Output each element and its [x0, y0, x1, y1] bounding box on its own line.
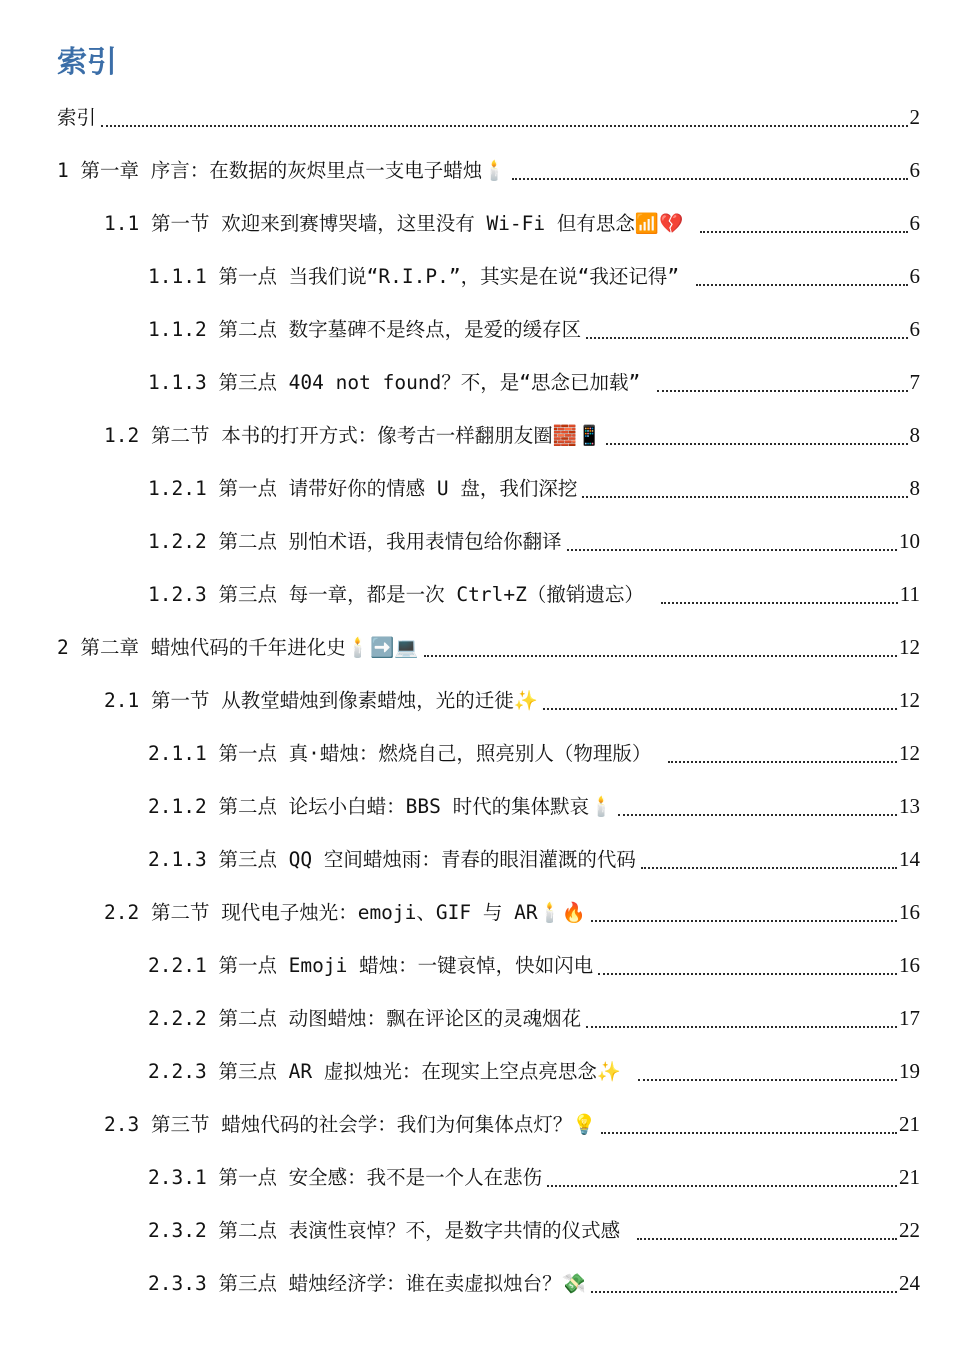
- toc-page-number: 21: [899, 1112, 920, 1136]
- toc-page-number: 6: [909, 158, 920, 182]
- toc-entry[interactable]: [57, 210, 920, 263]
- toc-page-number: 7: [909, 370, 920, 394]
- dot-leader: [637, 1217, 897, 1240]
- toc-entry-title: 2.2.3 第三点 AR 虚拟烛光：在现实上空点亮思念✨: [148, 1060, 633, 1083]
- toc-page-number: 16: [899, 953, 920, 977]
- toc-page-number: 10: [899, 529, 920, 553]
- toc-entry-title: 1.1.1 第一点 当我们说“R.I.P.”，其实是在说“我还记得”: [148, 265, 691, 288]
- toc-entry-title: 2.3.3 第三点 蜡烛经济学：谁在卖虚拟烛台？💸: [148, 1272, 586, 1295]
- dot-leader: [591, 899, 897, 922]
- toc-entry[interactable]: [57, 634, 920, 687]
- toc-page-number: 19: [899, 1059, 920, 1083]
- toc-page-number: 12: [899, 635, 920, 659]
- dot-leader: [618, 793, 897, 816]
- toc-entry[interactable]: [57, 1111, 920, 1164]
- dot-leader: [591, 1270, 897, 1293]
- toc-entry[interactable]: [57, 1164, 920, 1217]
- toc-page-number: 21: [899, 1165, 920, 1189]
- toc-page-number: 6: [909, 264, 920, 288]
- toc-entry-title: 2.3.1 第一点 安全感：我不是一个人在悲伤: [148, 1166, 543, 1189]
- toc-page-number: 6: [909, 211, 920, 235]
- toc-entry-title: 索引: [57, 106, 97, 129]
- toc-entry-title: 2.1.1 第一点 真·蜡烛：燃烧自己，照亮别人（物理版）: [148, 742, 664, 765]
- toc-page-number: 6: [909, 317, 920, 341]
- toc-entry[interactable]: [57, 952, 920, 1005]
- toc-entry[interactable]: [57, 422, 920, 475]
- dot-leader: [696, 263, 908, 286]
- toc-entry-title: 1.2.2 第二点 别怕术语，我用表情包给你翻译: [148, 530, 562, 553]
- dot-leader: [567, 528, 897, 551]
- dot-leader: [512, 157, 908, 180]
- dot-leader: [661, 581, 898, 604]
- toc-entry[interactable]: [57, 475, 920, 528]
- toc-entry-title: 2.2.1 第一点 Emoji 蜡烛：一键哀悼，快如闪电: [148, 954, 594, 977]
- toc-entry-title: 2.2 第二节 现代电子烛光：emoji、GIF 与 AR🕯️🔥: [104, 901, 587, 924]
- dot-leader: [586, 316, 907, 339]
- dot-leader: [543, 687, 897, 710]
- toc-entry-title: 1.2.3 第三点 每一章，都是一次 Ctrl+Z（撤销遗忘）: [148, 583, 656, 606]
- toc-page-number: 12: [899, 741, 920, 765]
- toc-entry[interactable]: [57, 316, 920, 369]
- toc-entry-title: 1 第一章 序言：在数据的灰烬里点一支电子蜡烛🕯️: [57, 159, 507, 182]
- dot-leader: [598, 952, 897, 975]
- toc-entry[interactable]: [57, 740, 920, 793]
- toc-entry-title: 2.1.3 第三点 QQ 空间蜡烛雨：青春的眼泪灌溉的代码: [148, 848, 636, 871]
- toc-entry[interactable]: [57, 369, 920, 422]
- toc-page-number: 14: [899, 847, 920, 871]
- toc-entry[interactable]: [57, 687, 920, 740]
- toc-page-number: 2: [909, 105, 920, 129]
- dot-leader: [641, 846, 897, 869]
- dot-leader: [582, 475, 907, 498]
- dot-leader: [601, 1111, 897, 1134]
- toc-entry[interactable]: [57, 899, 920, 952]
- toc-page-number: 8: [909, 476, 920, 500]
- toc-entry-title: 2.3.2 第二点 表演性哀悼？不，是数字共情的仪式感: [148, 1219, 632, 1242]
- toc-entry[interactable]: [57, 1058, 920, 1111]
- dot-leader: [638, 1058, 897, 1081]
- dot-leader: [424, 634, 897, 657]
- toc-page-number: 22: [899, 1218, 920, 1242]
- toc-page-number: 16: [899, 900, 920, 924]
- toc-page-number: 12: [899, 688, 920, 712]
- toc-page-number: 11: [899, 582, 920, 606]
- toc-entry-title: 1.1.2 第二点 数字墓碑不是终点，是爱的缓存区: [148, 318, 582, 341]
- toc-entry[interactable]: [57, 104, 920, 157]
- dot-leader: [586, 1005, 897, 1028]
- toc-entry[interactable]: [57, 793, 920, 846]
- dot-leader: [606, 422, 907, 445]
- toc-entry-title: 2 第二章 蜡烛代码的千年进化史🕯️➡️💻: [57, 636, 419, 659]
- dot-leader: [547, 1164, 897, 1187]
- dot-leader: [657, 369, 907, 392]
- toc-entry[interactable]: [57, 846, 920, 899]
- toc-entry-title: 1.1 第一节 欢迎来到赛博哭墙，这里没有 Wi-Fi 但有思念📶💔: [104, 212, 696, 235]
- toc-entry-title: 1.2.1 第一点 请带好你的情感 U 盘，我们深挖: [148, 477, 578, 500]
- toc-page-number: 8: [909, 423, 920, 447]
- toc-entry[interactable]: [57, 581, 920, 634]
- table-of-contents: [57, 104, 920, 1323]
- toc-entry[interactable]: [57, 1270, 920, 1323]
- toc-page-number: 17: [899, 1006, 920, 1030]
- dot-leader: [101, 104, 907, 127]
- toc-entry-title: 2.1.2 第二点 论坛小白蜡：BBS 时代的集体默哀🕯️: [148, 795, 614, 818]
- toc-entry[interactable]: [57, 1217, 920, 1270]
- toc-entry[interactable]: [57, 263, 920, 316]
- toc-page-number: 24: [899, 1271, 920, 1295]
- page-title: 索引: [57, 46, 117, 79]
- toc-page-number: 13: [899, 794, 920, 818]
- toc-entry[interactable]: [57, 528, 920, 581]
- dot-leader: [700, 210, 907, 233]
- toc-entry-title: 2.1 第一节 从教堂蜡烛到像素蜡烛，光的迁徙✨: [104, 689, 538, 712]
- toc-entry[interactable]: [57, 157, 920, 210]
- dot-leader: [668, 740, 897, 763]
- toc-entry[interactable]: [57, 1005, 920, 1058]
- toc-entry-title: 2.2.2 第二点 动图蜡烛：飘在评论区的灵魂烟花: [148, 1007, 582, 1030]
- toc-entry-title: 1.1.3 第三点 404 not found？不，是“思念已加载”: [148, 371, 653, 394]
- toc-entry-title: 2.3 第三节 蜡烛代码的社会学：我们为何集体点灯？💡: [104, 1113, 597, 1136]
- toc-entry-title: 1.2 第二节 本书的打开方式：像考古一样翻朋友圈🧱📱: [104, 424, 602, 447]
